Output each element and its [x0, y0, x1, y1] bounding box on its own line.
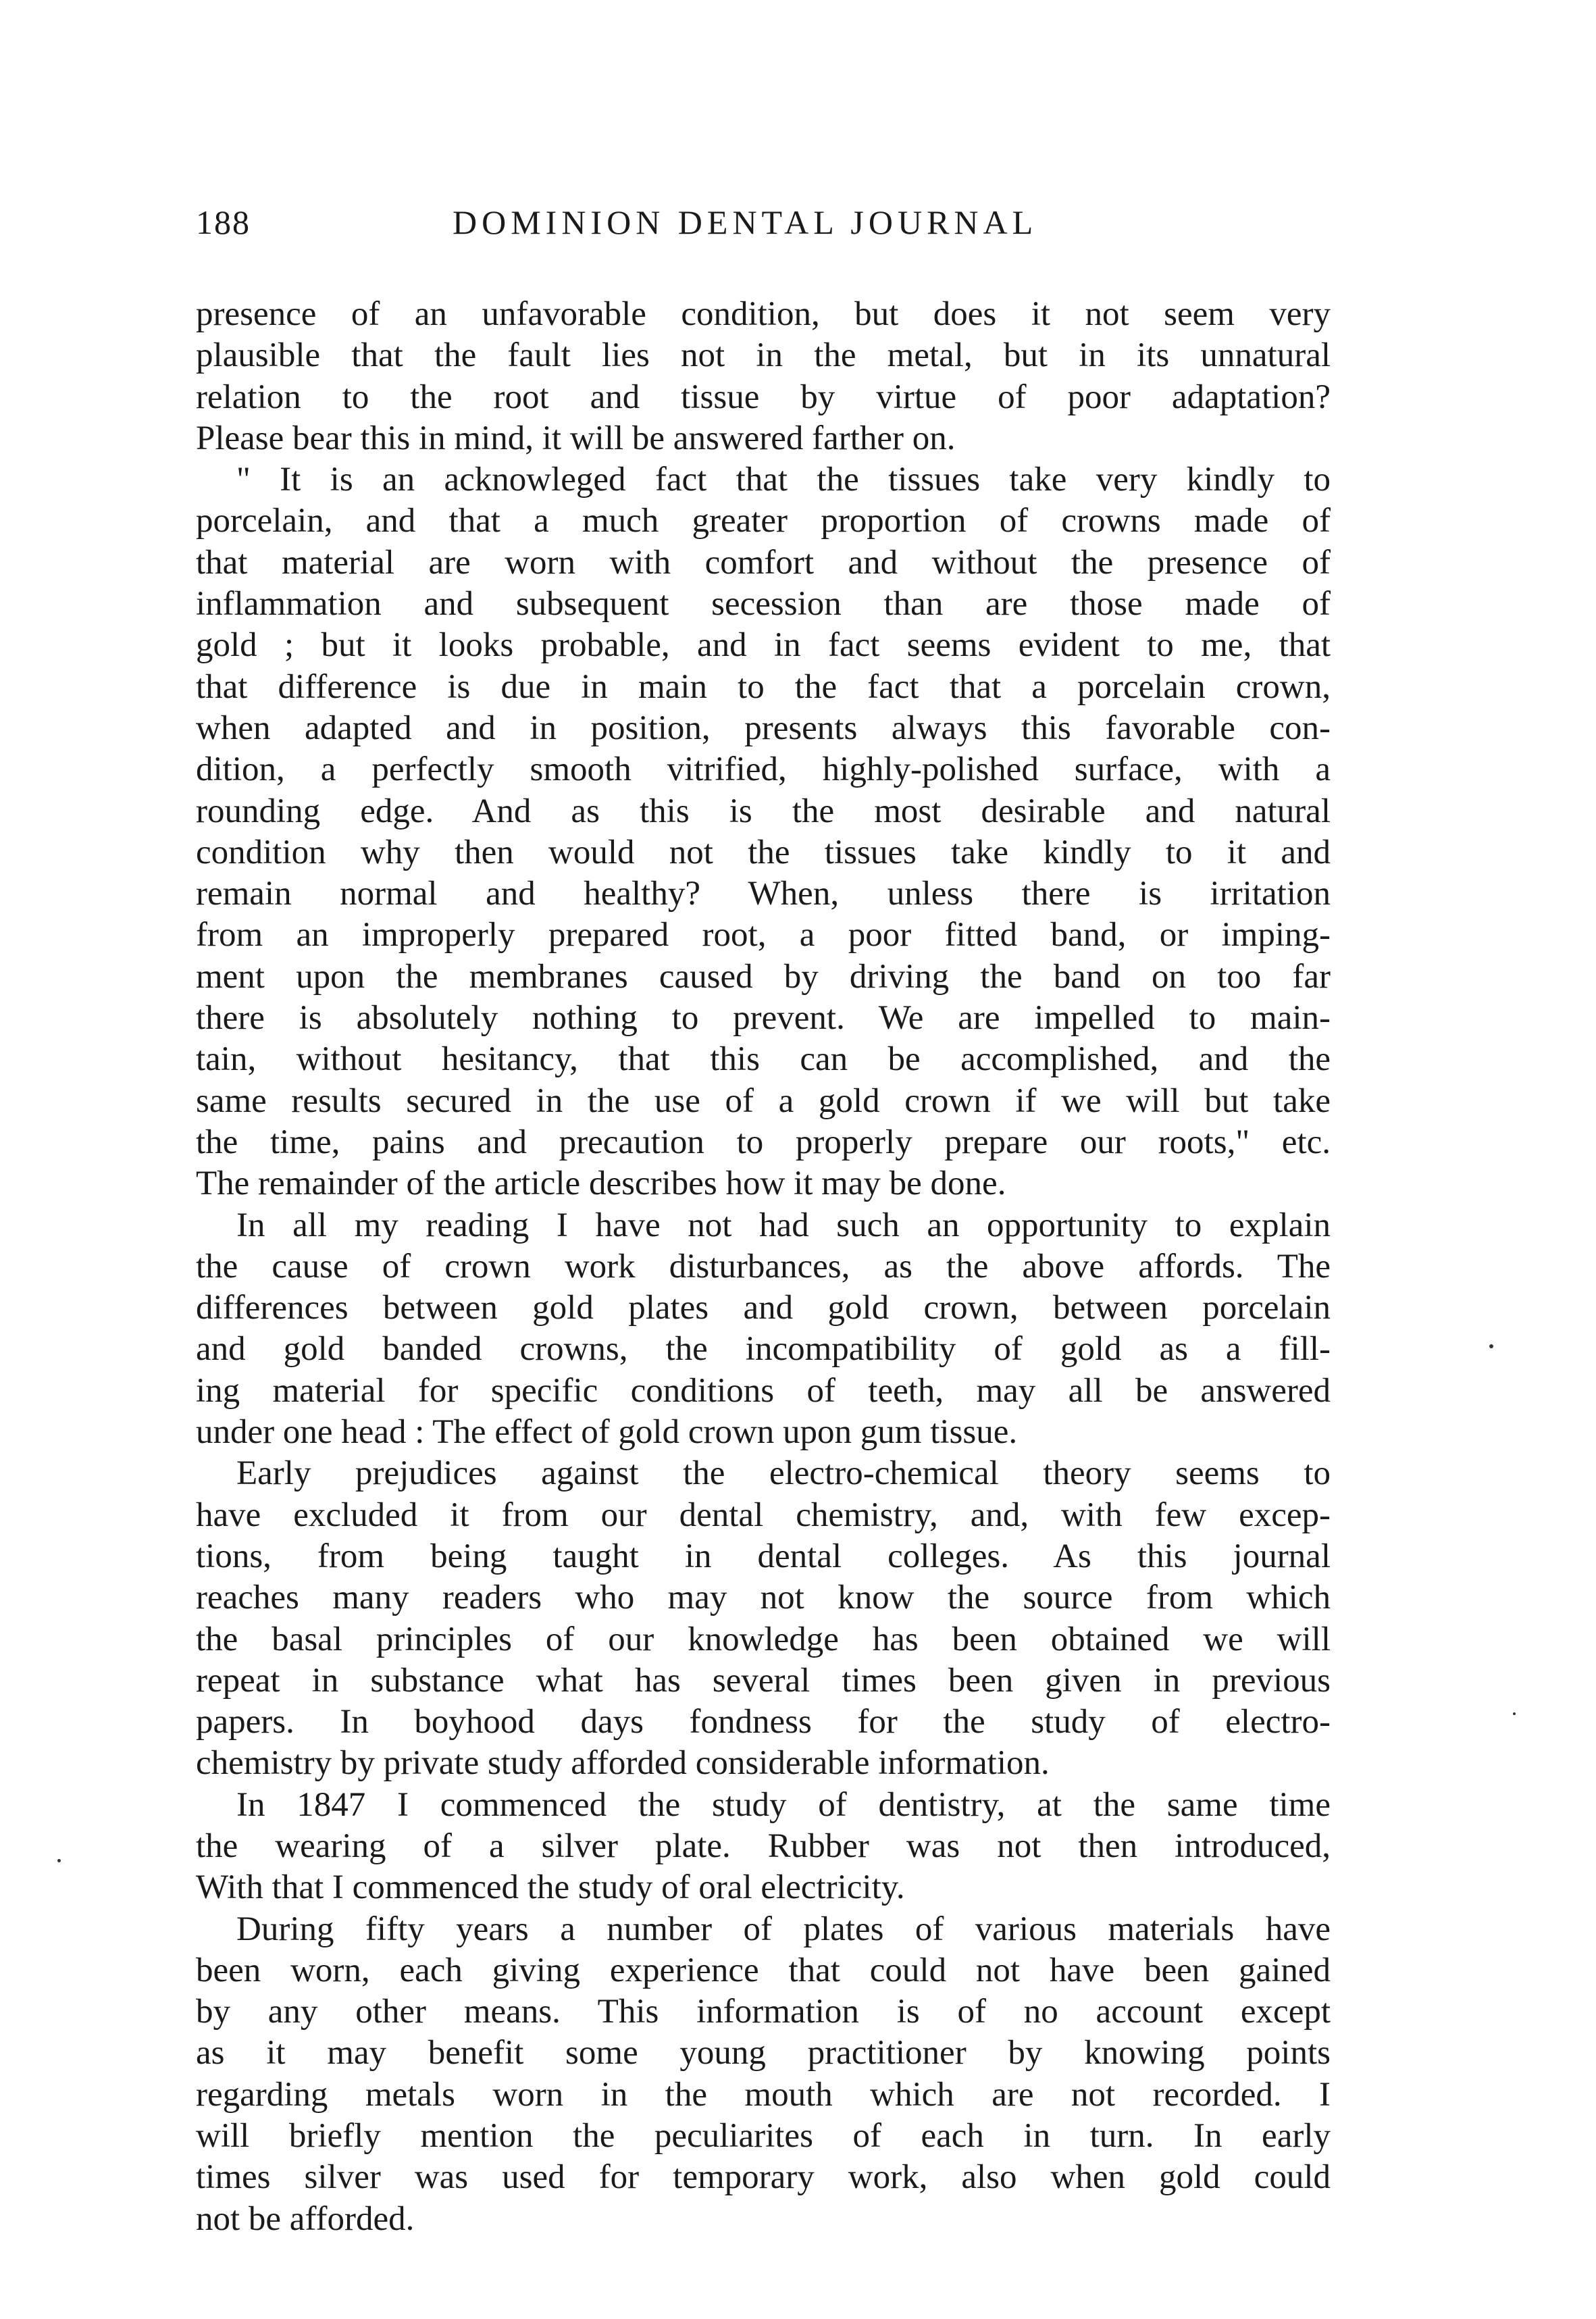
text-line: inflammation and subsequent secession than are those made of [196, 585, 1331, 623]
text-line: The remainder of the article describes how it may be done. [196, 1165, 1006, 1203]
text-line: Early prejudices against the electro-chemical theory seems to [236, 1454, 1331, 1493]
text-line: when adapted and in position, presents always this favorable con- [196, 709, 1331, 747]
text-line: " It is an acknowleged fact that the tissues take very kindly to [236, 461, 1331, 499]
text-line: same results secured in the use of a gold crown if we will but take [196, 1081, 1331, 1120]
text-line: chemistry by private study afforded considerable information. [196, 1744, 1050, 1783]
text-line: Please bear this in mind, it will be answered farther on. [196, 419, 956, 457]
text-line: differences between gold plates and gold crown, between porcelain [196, 1289, 1331, 1327]
text-line: there is absolutely nothing to prevent. We are impelled to main- [196, 999, 1331, 1038]
text-line: condition why then would not the tissues take kindly to it and [196, 833, 1331, 871]
text-line: reaches many readers who may not know the source from which [196, 1579, 1331, 1617]
text-line: presence of an unfavorable condition, but does it not seem very [196, 295, 1331, 333]
text-line: In 1847 I commenced the study of dentistry, at the same time [236, 1785, 1331, 1824]
print-speck [1513, 1712, 1516, 1715]
text-line: In all my reading I have not had such an opportunity to explain [236, 1206, 1331, 1244]
text-line: regarding metals worn in the mouth which are not recorded. I [196, 2075, 1331, 2114]
page-header [196, 203, 1331, 257]
text-line: remain normal and healthy? When, unless there is irritation [196, 875, 1331, 913]
text-line: from an improperly prepared root, a poor fitted band, or imping- [196, 916, 1331, 954]
body-text [196, 294, 1331, 2240]
text-line: With that I commenced the study of oral electricity. [196, 1868, 905, 1907]
print-speck [57, 1859, 61, 1862]
text-line: papers. In boyhood days fondness for the study of electro- [196, 1703, 1331, 1741]
print-speck [1489, 1344, 1493, 1348]
text-line: by any other means. This information is of no account except [196, 1993, 1331, 2031]
text-line: plausible that the fault lies not in the metal, but in its unnatural [196, 336, 1331, 375]
text-line: have excluded it from our dental chemistry, and, with few excep- [196, 1496, 1331, 1534]
text-line: the time, pains and precaution to properly prepare our roots," etc. [196, 1123, 1331, 1161]
text-line: that material are worn with comfort and without the presence of [196, 543, 1331, 582]
text-line: been worn, each giving experience that could not have been gained [196, 1951, 1331, 1989]
text-line: as it may benefit some young practitioner by knowing points [196, 2034, 1331, 2072]
text-line: the cause of crown work disturbances, as the above affords. The [196, 1247, 1331, 1285]
text-line: and gold banded crowns, the incompatibility of gold as a fill- [196, 1330, 1331, 1369]
text-line: times silver was used for temporary work, also when gold could [196, 2158, 1331, 2197]
text-line: ment upon the membranes caused by driving the band on too far [196, 957, 1331, 996]
page-number: 188 [196, 203, 251, 241]
text-line: that difference is due in main to the fact that a porcelain crown, [196, 667, 1331, 706]
text-line: porcelain, and that a much greater proportion of crowns made of [196, 502, 1331, 540]
text-line: will briefly mention the peculiarites of each in turn. In early [196, 2117, 1331, 2156]
text-line: not be afforded. [196, 2199, 415, 2238]
text-line: During fifty years a number of plates of various materials have [236, 1910, 1331, 1948]
text-line: under one head : The effect of gold crown upon gum tissue. [196, 1413, 1018, 1452]
text-line: tain, without hesitancy, that this can be accomplished, and the [196, 1040, 1331, 1079]
text-line: the wearing of a silver plate. Rubber was not then introduced, [196, 1827, 1331, 1865]
text-line: dition, a perfectly smooth vitrified, highly-polished surface, with a [196, 750, 1331, 789]
text-line: repeat in substance what has several times been given in previous [196, 1661, 1331, 1700]
text-line: rounding edge. And as this is the most desirable and natural [196, 792, 1331, 830]
running-head-title: DOMINION DENTAL JOURNAL [453, 203, 1038, 241]
text-line: ing material for specific conditions of teeth, may all be answered [196, 1371, 1331, 1410]
text-line: relation to the root and tissue by virtue of poor adaptation? [196, 378, 1331, 416]
text-line: gold ; but it looks probable, and in fact seems evident to me, that [196, 626, 1331, 665]
text-line: the basal principles of our knowledge has been obtained we will [196, 1620, 1331, 1658]
text-line: tions, from being taught in dental colleges. As this journal [196, 1537, 1331, 1575]
